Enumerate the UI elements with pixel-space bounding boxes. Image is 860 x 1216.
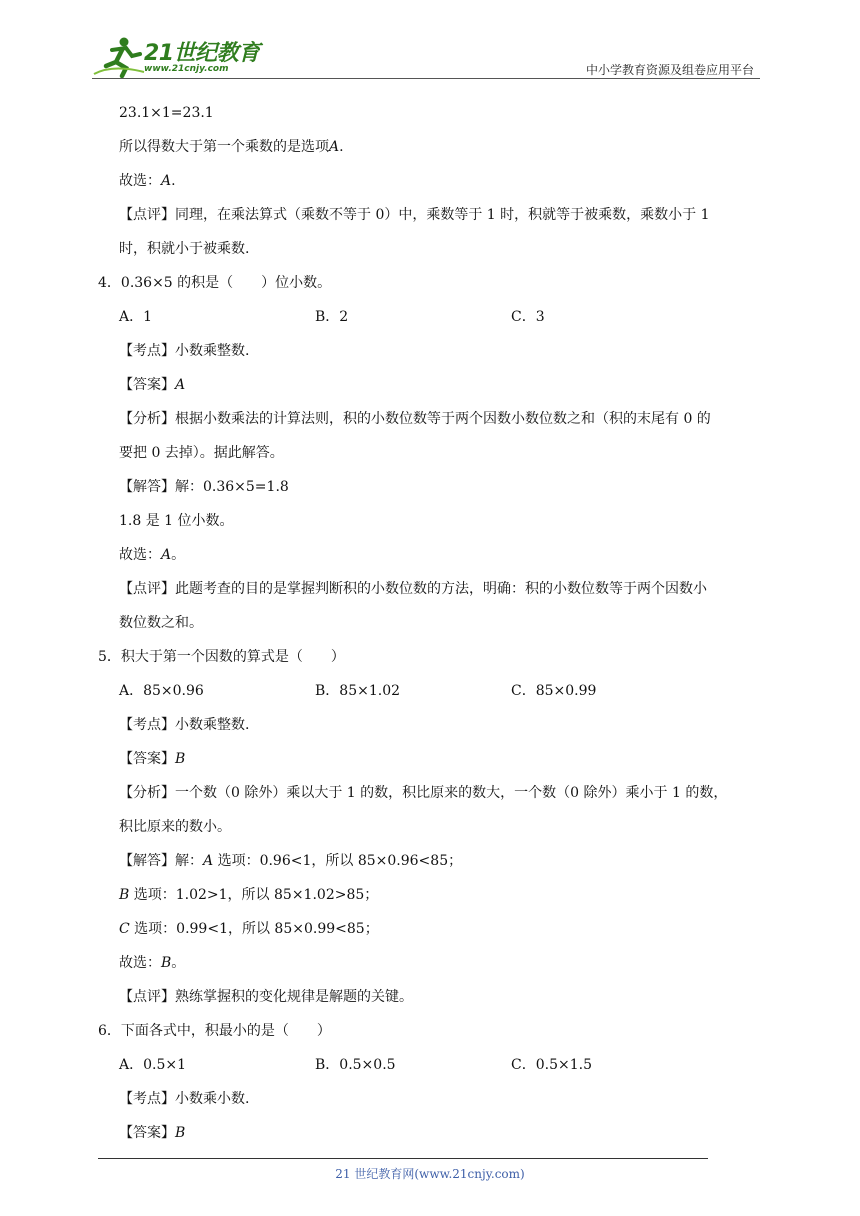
platform-name: 中小学教育资源及组卷应用平台: [585, 63, 754, 77]
option-a: A．85×0.96: [119, 683, 204, 699]
solution-line: 【解答】解：A 选项：0.96<1，所以 85×0.96<85；: [119, 853, 463, 869]
kaodian: 【考点】小数乘整数.: [119, 717, 250, 733]
logo-url: www.21cnjy.com: [144, 64, 229, 74]
answer: 【答案】A: [119, 377, 186, 393]
text-line: 所以得数大于第一个乘数的是选项A.: [119, 139, 344, 155]
footer-divider: [98, 1158, 708, 1159]
runner-icon: [92, 34, 146, 80]
analysis-line: 【分析】根据小数乘法的计算法则，积的小数位数等于两个因数小数位数之和（积的末尾有 0 的: [119, 411, 711, 427]
text-line: 23.1×1=23.1: [119, 105, 214, 121]
question-6-title: 6．下面各式中，积最小的是（ ）: [98, 1023, 331, 1039]
kaodian: 【考点】小数乘整数.: [119, 343, 250, 359]
kaodian: 【考点】小数乘小数.: [119, 1091, 250, 1107]
answer: 【答案】B: [119, 751, 186, 767]
option-b: B．85×1.02: [315, 683, 401, 699]
comment-line: 【点评】同理，在乘法算式（乘数不等于 0）中，乘数等于 1 时，积就等于被乘数，乘数小于 1: [119, 207, 710, 223]
site-logo[interactable]: [92, 34, 262, 80]
choice-line: 故选：A。: [119, 547, 186, 563]
question-4-title: 4．0.36×5 的积是（ ）位小数。: [98, 275, 332, 291]
analysis-line: 【分析】一个数（0 除外）乘以大于 1 的数，积比原来的数大，一个数（0 除外）乘小于 1 的数，: [119, 785, 728, 801]
comment-line: 数位数之和。: [119, 615, 203, 631]
analysis-line: 要把 0 去掉）。据此解答。: [119, 445, 284, 461]
question-5-title: 5．积大于第一个因数的算式是（ ）: [98, 649, 345, 665]
question-4-options: [98, 300, 770, 334]
solution-line: B 选项：1.02>1，所以 85×1.02>85；: [119, 887, 379, 903]
choice-line: 故选：B。: [119, 955, 186, 971]
solution-line: C 选项：0.99<1，所以 85×0.99<85；: [119, 921, 379, 937]
option-c: C．3: [511, 309, 545, 325]
solution-line: 【解答】解：0.36×5=1.8: [119, 479, 289, 495]
logo-text: 21世纪教育: [144, 41, 260, 66]
footer-link[interactable]: 21 世纪教育网(www.21cnjy.com): [335, 1167, 525, 1181]
document-body: [98, 96, 770, 1150]
text-line: 故选：A.: [119, 173, 176, 189]
header-divider: [92, 78, 760, 79]
option-b: B．2: [315, 309, 349, 325]
comment-line: 【点评】熟练掌握积的变化规律是解题的关键。: [119, 989, 413, 1005]
option-c: C．85×0.99: [511, 683, 597, 699]
page-header: [92, 30, 760, 80]
option-a: A．0.5×1: [119, 1057, 187, 1073]
option-c: C．0.5×1.5: [511, 1057, 592, 1073]
comment-line: 【点评】此题考查的目的是掌握判断积的小数位数的方法，明确：积的小数位数等于两个因数小: [119, 581, 707, 597]
question-5-options: [98, 674, 770, 708]
answer: 【答案】B: [119, 1125, 186, 1141]
question-6-options: [98, 1048, 770, 1082]
analysis-line: 积比原来的数小。: [119, 819, 231, 835]
comment-line: 时，积就小于被乘数.: [119, 241, 250, 257]
solution-line: 1.8 是 1 位小数。: [119, 513, 234, 529]
option-a: A．1: [119, 309, 153, 325]
option-b: B．0.5×0.5: [315, 1057, 396, 1073]
